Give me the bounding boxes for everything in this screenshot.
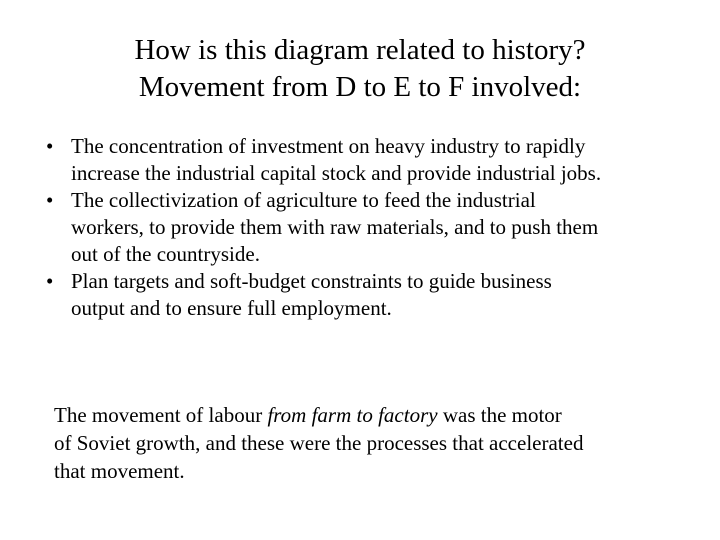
bullet-item-heavy-industry [46,133,718,187]
bullet-item-plan-targets [46,268,718,322]
bullet-text-line: out of the countryside. [71,242,260,266]
note-text-after: was the motor [437,403,562,427]
note-line-2: of Soviet growth, and these were the processes that accelerated [54,431,584,455]
note-text-before: The movement of labour [54,403,268,427]
note-line-3: that movement. [54,459,185,483]
bullet-text-line: The collectivization of agriculture to feed the industrial [71,188,536,212]
bullet-text-line: workers, to provide them with raw materials, and to push them [71,215,599,239]
title-line-2: Movement from D to E to F involved: [138,71,582,103]
bullet-text-line: Plan targets and soft-budget constraints to guide business [71,269,552,293]
bullet-list [46,133,718,322]
note-line-1 [54,401,694,429]
slide-title [0,32,720,106]
bullet-marker: • [46,188,54,212]
note-emphasis: from farm to factory [267,403,438,427]
bullet-marker: • [46,269,54,293]
bullet-text-line: increase the industrial capital stock and provide industrial jobs. [71,161,602,185]
summary-note [54,401,694,485]
title-line-1: How is this diagram related to history? [134,34,586,66]
bullet-item-collectivization [46,187,718,268]
bullet-text-line: output and to ensure full employment. [71,296,392,320]
bullet-text-line: The concentration of investment on heavy industry to rapidly [71,134,586,158]
bullet-marker: • [46,134,54,158]
